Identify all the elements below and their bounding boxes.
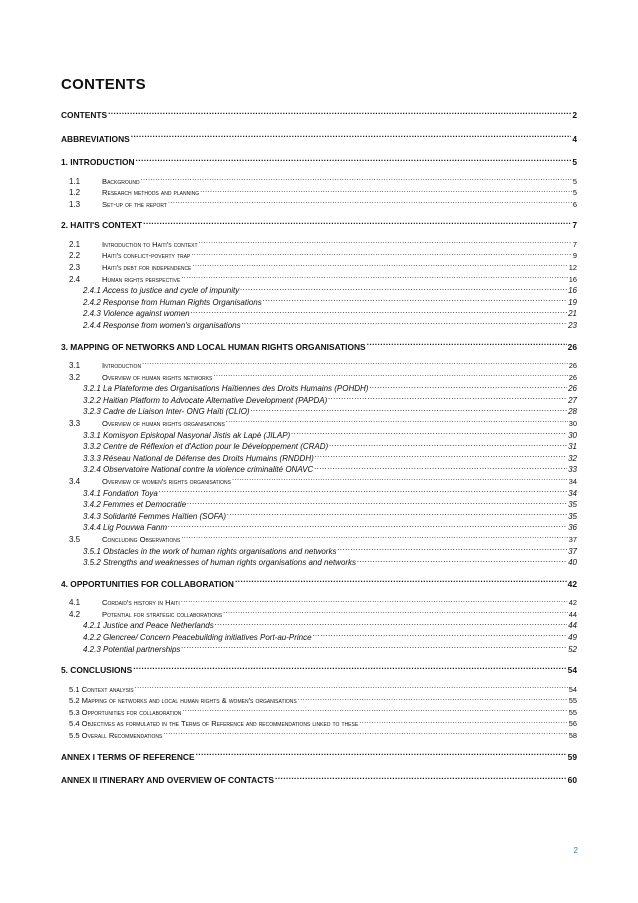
dot-leader — [131, 132, 572, 142]
toc-entry-page: 34 — [568, 476, 577, 486]
toc-entry-number: 3.3 — [69, 419, 81, 428]
toc-entry-page: 44 — [568, 609, 577, 619]
dot-leader — [226, 416, 568, 426]
toc-entry-page: 42 — [568, 598, 577, 608]
toc-entry-label — [69, 360, 141, 372]
toc-entry-text: ANNEX II ITINERARY AND OVERVIEW OF CONTACTS — [61, 775, 274, 786]
toc-entry-page: 28 — [568, 407, 577, 417]
toc-entry-page: 5 — [572, 188, 577, 198]
dot-leader — [181, 642, 567, 652]
toc-entry-text: 3.3.1 Komisyon Episkopal Nasyonal Jistis ak Lapè (JILAP) — [83, 430, 291, 440]
toc-entry-page: 34 — [568, 488, 577, 498]
toc-entry[interactable] — [61, 520, 577, 532]
dot-leader — [168, 197, 572, 207]
toc-entry-page: 44 — [568, 621, 577, 631]
toc-entry[interactable] — [61, 260, 577, 272]
toc-entry-text: 5.2 Mapping of networks and local human rights & women's organisations — [69, 696, 297, 706]
toc-entry-page: 31 — [568, 442, 577, 452]
toc-entry[interactable] — [61, 750, 577, 764]
table-of-contents — [61, 108, 577, 787]
toc-entry-text: Research methods and planning — [102, 188, 200, 198]
toc-entry-label — [83, 441, 328, 453]
toc-entry-page: 42 — [567, 578, 577, 589]
dot-leader — [213, 370, 567, 380]
toc-entry-text: 3. MAPPING OF NETWORKS AND LOCAL HUMAN RIGHTS ORGANISATIONS — [61, 341, 366, 352]
toc-entry[interactable] — [61, 248, 577, 260]
toc-entry-text: 5.5 Overall Recommendations — [69, 731, 163, 741]
dot-leader — [369, 381, 567, 391]
toc-entry-text: Overview of human rights networks — [102, 372, 213, 382]
toc-entry-page: 32 — [568, 453, 577, 463]
toc-entry-page: 7 — [572, 239, 577, 249]
toc-entry-label — [83, 383, 368, 395]
toc-entry-text: 4.2.3 Potential partnerships — [83, 644, 181, 654]
dot-leader — [275, 773, 567, 783]
toc-entry-label — [69, 684, 134, 696]
toc-entry-text: 2.4.2 Response from Human Rights Organisations — [83, 297, 262, 307]
toc-entry-label — [61, 751, 195, 765]
toc-entry[interactable] — [61, 358, 577, 370]
toc-entry-page: 35 — [568, 500, 577, 510]
toc-entry[interactable] — [61, 295, 577, 307]
toc-entry-label — [69, 274, 180, 286]
toc-entry[interactable] — [61, 773, 577, 787]
dot-leader — [329, 439, 567, 449]
dot-leader — [199, 237, 572, 247]
toc-entry-page: 5 — [572, 157, 577, 167]
page-title: CONTENTS — [61, 76, 146, 93]
dot-leader — [315, 451, 567, 461]
toc-entry-text: Human rights perspective — [102, 274, 181, 284]
toc-entry-text: Haiti's debt for independence — [102, 262, 192, 272]
toc-entry-number: 4.2 — [69, 609, 81, 619]
dot-leader — [313, 630, 568, 640]
toc-entry-label — [83, 499, 186, 511]
toc-entry[interactable] — [61, 595, 577, 607]
toc-entry[interactable] — [61, 451, 577, 463]
toc-entry-label — [61, 341, 366, 355]
toc-entry-page: 59 — [567, 751, 577, 762]
toc-entry-text: 3.2.3 Cadre de Liaison Inter- ONG Haïti (CLIO) — [83, 407, 250, 417]
dot-leader — [192, 260, 567, 270]
toc-entry[interactable] — [61, 132, 577, 146]
toc-entry-text: Set-up of the report — [102, 199, 167, 209]
toc-entry-text: 5. CONCLUSIONS — [61, 665, 133, 676]
toc-entry-text: Concluding Observations — [102, 534, 181, 544]
toc-entry-page: 2 — [572, 110, 577, 120]
toc-entry-page: 36 — [568, 523, 577, 533]
toc-entry-label — [83, 557, 356, 569]
dot-leader — [191, 248, 572, 258]
toc-entry-page: 16 — [568, 274, 577, 284]
toc-entry-label — [69, 239, 198, 251]
dot-leader — [108, 108, 571, 118]
toc-entry-text: 2.4.3 Violence against women — [83, 309, 190, 319]
toc-entry[interactable] — [61, 218, 577, 232]
toc-entry-page: 26 — [568, 372, 577, 382]
toc-entry[interactable] — [61, 108, 577, 122]
toc-entry-label — [83, 546, 336, 558]
toc-entry-page: 40 — [568, 558, 577, 568]
dot-leader — [141, 174, 572, 184]
toc-entry-label — [83, 285, 239, 297]
toc-entry-page: 4 — [572, 133, 577, 144]
dot-leader — [232, 474, 568, 484]
toc-entry-text: 2.4.1 Access to justice and cycle of impunity — [83, 286, 240, 296]
toc-entry[interactable] — [61, 607, 577, 619]
toc-entry-page: 52 — [568, 644, 577, 654]
toc-entry-page: 6 — [572, 199, 577, 209]
toc-entry-page: 54 — [567, 665, 577, 676]
dot-leader — [215, 618, 567, 628]
dot-leader — [240, 283, 567, 293]
dot-leader — [242, 318, 567, 328]
dot-leader — [235, 577, 567, 587]
toc-entry-page: 19 — [568, 297, 577, 307]
dot-leader — [223, 607, 568, 617]
toc-entry-label — [61, 156, 135, 170]
dot-leader — [187, 497, 567, 507]
dot-leader — [357, 555, 567, 565]
dot-leader — [135, 682, 568, 692]
toc-entry-text: 2.4.4 Response from women's organisations — [83, 320, 241, 330]
toc-entry-text: 3.4.2 Femmes et Democratie — [83, 500, 187, 510]
toc-entry[interactable] — [61, 544, 577, 556]
toc-entry[interactable] — [61, 237, 577, 249]
toc-entry-label — [83, 644, 180, 656]
toc-entry[interactable] — [61, 716, 577, 728]
toc-entry-page: 9 — [572, 251, 577, 261]
toc-entry-label — [83, 620, 214, 632]
dot-leader — [251, 404, 568, 414]
toc-entry[interactable] — [61, 404, 577, 416]
page-number: 2 — [573, 846, 578, 855]
toc-entry-text: 3.3.3 Réseau National de Défense des Droits Humains (RNDDH) — [83, 453, 314, 463]
dot-leader — [163, 728, 567, 738]
toc-entry[interactable] — [61, 474, 577, 486]
toc-entry-page: 54 — [568, 684, 577, 694]
toc-entry[interactable] — [61, 381, 577, 393]
toc-entry-text: 3.2.2 Haitian Platform to Advocate Alternative Development (PAPDA) — [83, 395, 328, 405]
toc-entry[interactable] — [61, 370, 577, 382]
dot-leader — [298, 693, 568, 703]
toc-entry-label — [69, 597, 180, 609]
toc-entry-text: 5.3 Opportunities for collaboration — [69, 707, 182, 717]
toc-entry-page: 30 — [568, 430, 577, 440]
dot-leader — [291, 428, 567, 438]
toc-entry-text: 2. HAITI'S CONTEXT — [61, 220, 143, 231]
dot-leader — [200, 185, 572, 195]
toc-entry-text: Introduction to Haiti's context — [102, 239, 198, 249]
toc-entry-number: 1.3 — [69, 199, 81, 209]
toc-entry-number: 3.2 — [69, 372, 81, 382]
toc-entry-label — [69, 730, 162, 742]
toc-entry-label — [83, 308, 190, 320]
toc-entry[interactable] — [61, 340, 577, 354]
toc-entry-label — [61, 774, 274, 788]
toc-entry-text: 3.5.2 Strengths and weaknesses of human rights organisations and networks — [83, 558, 357, 568]
toc-entry[interactable] — [61, 439, 577, 451]
toc-entry-text: 5.4 Objectives as formulated in the Terms of Reference and recommendations linked to these — [69, 719, 359, 729]
toc-entry-page: 16 — [568, 286, 577, 296]
toc-entry-label — [69, 262, 191, 274]
toc-entry-number: 1.1 — [69, 176, 81, 186]
toc-entry-text: ANNEX I TERMS OF REFERENCE — [61, 751, 195, 762]
toc-entry-text: 1. INTRODUCTION — [61, 157, 135, 167]
toc-entry-page: 26 — [568, 384, 577, 394]
toc-entry[interactable] — [61, 682, 577, 694]
toc-entry[interactable] — [61, 462, 577, 474]
dot-leader — [367, 340, 567, 350]
toc-entry[interactable] — [61, 663, 577, 677]
dot-leader — [181, 532, 568, 542]
toc-entry-number: 4.1 — [69, 598, 81, 608]
toc-entry[interactable] — [61, 428, 577, 440]
toc-entry-label — [83, 320, 241, 332]
toc-entry-text: 5.1 Context analysis — [69, 684, 134, 694]
toc-entry-page: 26 — [568, 361, 577, 371]
toc-entry-page: 12 — [568, 262, 577, 272]
toc-entry-text: 3.3.2 Centre de Réflexion et d'Action pour le Développement (CRAD) — [83, 442, 329, 452]
toc-entry-page: 56 — [568, 719, 577, 729]
dot-leader — [314, 462, 567, 472]
toc-entry-text: Introduction — [102, 361, 142, 371]
dot-leader — [142, 358, 568, 368]
toc-entry-text: 4.2.1 Justice and Peace Netherlands — [83, 621, 214, 631]
toc-entry-text: CONTENTS — [61, 110, 108, 120]
toc-entry-page: 37 — [568, 546, 577, 556]
toc-entry-label — [69, 418, 225, 430]
toc-entry-label — [69, 250, 190, 262]
toc-entry[interactable] — [61, 642, 577, 654]
toc-entry[interactable] — [61, 693, 577, 705]
toc-entry-text: 3.4.4 Lig Pouvwa Fanm — [83, 523, 168, 533]
dot-leader — [168, 520, 567, 530]
dot-leader — [227, 509, 567, 519]
dot-leader — [181, 272, 567, 282]
toc-entry[interactable] — [61, 577, 577, 591]
toc-entry-page: 5 — [572, 176, 577, 186]
toc-entry-number: 3.1 — [69, 361, 81, 371]
toc-entry[interactable] — [61, 705, 577, 717]
toc-entry-label — [69, 176, 140, 188]
toc-entry-text: Background — [102, 176, 140, 186]
toc-entry-text: 3.2.4 Observatoire National contre la violence criminalité ONAVC — [83, 465, 314, 475]
toc-entry-page: 55 — [568, 696, 577, 706]
toc-entry-number: 2.2 — [69, 251, 81, 261]
toc-entry-label — [61, 219, 142, 233]
toc-entry-page: 7 — [572, 220, 577, 231]
toc-entry-page: 55 — [568, 707, 577, 717]
toc-entry[interactable] — [61, 318, 577, 330]
toc-entry-page: 35 — [568, 511, 577, 521]
toc-entry-number: 2.4 — [69, 274, 81, 284]
toc-entry-label — [69, 372, 212, 384]
dot-leader — [337, 544, 567, 554]
toc-entry-text: 3.4.3 Solidarité Femmes Haïtien (SOFA) — [83, 511, 227, 521]
dot-leader — [136, 155, 572, 165]
toc-entry-number: 3.4 — [69, 476, 81, 486]
dot-leader — [263, 295, 567, 305]
toc-entry-number: 2.3 — [69, 262, 81, 272]
toc-entry[interactable] — [61, 497, 577, 509]
toc-entry-page: 49 — [568, 633, 577, 642]
toc-entry-text: Haiti's conflict-poverty trap — [102, 251, 191, 261]
toc-entry[interactable] — [61, 728, 577, 740]
toc-entry-label — [83, 406, 250, 418]
toc-entry[interactable] — [61, 174, 577, 186]
dot-leader — [133, 663, 566, 673]
toc-entry-text: 3.2.1 La Plateforme des Organisations Haïtiennes des Droits Humains (POHDH) — [83, 384, 369, 394]
dot-leader — [143, 218, 571, 228]
toc-entry[interactable] — [61, 618, 577, 630]
toc-entry-number: 1.2 — [69, 188, 81, 198]
toc-entry[interactable] — [61, 532, 577, 544]
toc-entry-number: 3.5 — [69, 534, 81, 544]
dot-leader — [159, 486, 567, 496]
toc-entry-text: Overview of human rights organisations — [102, 419, 225, 428]
toc-entry-label — [83, 430, 290, 442]
toc-entry-label — [83, 522, 167, 534]
toc-entry[interactable] — [61, 155, 577, 169]
toc-entry-page: 26 — [567, 341, 577, 352]
toc-entry-page: 21 — [568, 309, 577, 319]
toc-entry-text: 3.4.1 Fondation Toya — [83, 488, 158, 498]
toc-entry[interactable] — [61, 306, 577, 318]
toc-entry-text: Cordaid's history in Haiti — [102, 598, 180, 608]
toc-entry[interactable] — [61, 283, 577, 295]
toc-entry[interactable] — [61, 555, 577, 567]
toc-entry-label — [61, 664, 132, 678]
toc-entry-label — [61, 578, 234, 592]
toc-entry-text: Overview of women's rights organisations — [102, 476, 231, 486]
toc-entry-text: 4. OPPORTUNITIES FOR COLLABORATION — [61, 578, 234, 589]
toc-entry[interactable] — [61, 486, 577, 498]
toc-entry[interactable] — [61, 197, 577, 209]
toc-entry[interactable] — [61, 416, 577, 428]
toc-entry-page: 58 — [568, 731, 577, 741]
toc-entry-text: 3.5.1 Obstacles in the work of human rights organisations and networks — [83, 546, 337, 556]
toc-entry-label — [83, 453, 314, 465]
toc-entry-text: ABBREVIATIONS — [61, 133, 130, 144]
toc-entry-label — [83, 488, 158, 500]
toc-entry[interactable] — [61, 630, 577, 642]
dot-leader — [328, 393, 567, 403]
dot-leader — [182, 705, 567, 715]
toc-entry-page: 33 — [568, 465, 577, 475]
toc-entry-label — [69, 534, 180, 546]
toc-entry-page: 37 — [568, 534, 577, 544]
toc-entry-page: 30 — [568, 419, 577, 428]
toc-entry-label — [61, 133, 130, 147]
toc-entry[interactable] — [61, 272, 577, 284]
toc-entry[interactable] — [61, 185, 577, 197]
toc-entry-page: 27 — [568, 395, 577, 405]
toc-entry-page: 23 — [568, 320, 577, 330]
toc-entry-text: Potential for strategic collaborations — [102, 609, 223, 619]
toc-entry-label — [61, 109, 107, 123]
toc-entry[interactable] — [61, 393, 577, 405]
toc-entry[interactable] — [61, 509, 577, 521]
dot-leader — [191, 306, 568, 316]
toc-entry-label — [69, 609, 222, 621]
toc-entry-label — [69, 199, 167, 211]
dot-leader — [359, 716, 568, 726]
toc-entry-number: 2.1 — [69, 239, 81, 249]
dot-leader — [196, 750, 567, 760]
toc-entry-text: 4.2.2 Glencree/ Concern Peacebuilding initiatives Port-au-Prince — [83, 633, 312, 642]
dot-leader — [181, 595, 568, 605]
toc-entry-page: 60 — [567, 775, 577, 786]
toc-entry-label — [69, 707, 181, 719]
